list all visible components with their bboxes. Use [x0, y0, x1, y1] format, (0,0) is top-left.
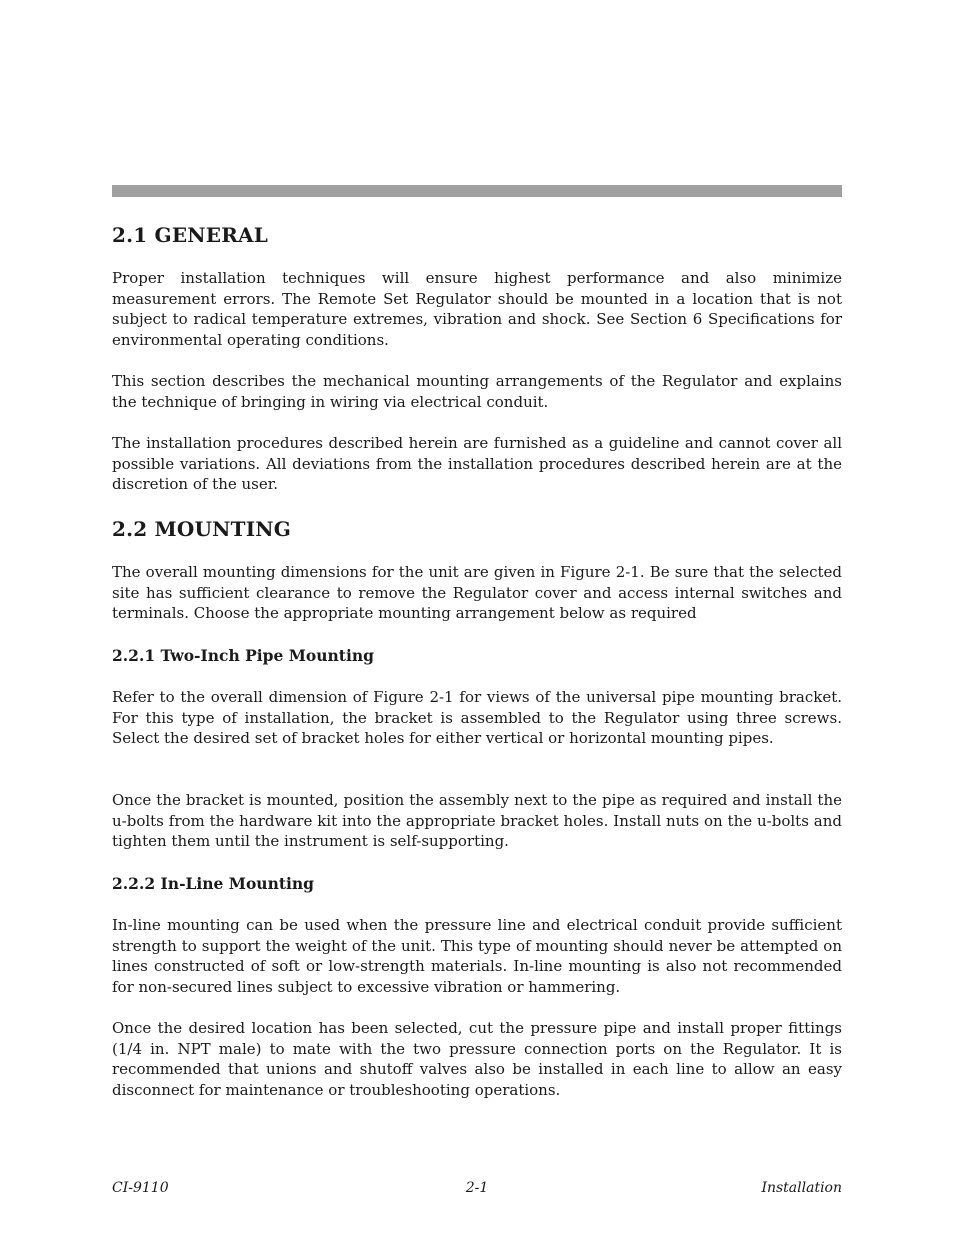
document-page — [112, 0, 842, 1235]
footer-page-number: 2-1 — [465, 1180, 489, 1196]
footer-document-id: CI-9110 — [112, 1180, 169, 1196]
paragraph: In-line mounting can be used when the pressure line and electrical conduit provide sufficient strength to support the weight of the unit. This type of mounting should never be attempted on lines constructed of soft or low-strength materials. In-line mounting is also not recommended for non-secured lines subject to excessive vibration or hammering. — [112, 916, 842, 996]
subsection-heading-pipe-mounting: 2.2.1 Two-Inch Pipe Mounting — [112, 646, 374, 665]
footer-chapter-title: Installation — [761, 1180, 842, 1196]
page-footer — [112, 1180, 842, 1200]
paragraph: This section describes the mechanical mounting arrangements of the Regulator and explains the technique of bringing in wiring via electrical conduit. — [112, 372, 842, 411]
paragraph: Refer to the overall dimension of Figure 2-1 for views of the universal pipe mounting bracket. For this type of installation, the bracket is assembled to the Regulator using three screws. Select the desired set of bracket holes for either vertical or horizontal mounting pipes. — [112, 688, 842, 748]
section-heading-mounting: 2.2 MOUNTING — [112, 517, 292, 541]
section-heading-general: 2.1 GENERAL — [112, 223, 269, 247]
paragraph: Once the desired location has been selected, cut the pressure pipe and install proper fittings (1/4 in. NPT male) to mate with the two pressure connection ports on the Regulator. It is recommended that unions and shutoff valves also be installed in each line to allow an easy disconnect for maintenance or troubleshooting operations. — [112, 1019, 842, 1099]
subsection-heading-inline-mounting: 2.2.2 In-Line Mounting — [112, 874, 314, 893]
paragraph: Proper installation techniques will ensure highest performance and also minimize measurement errors. The Remote Set Regulator should be mounted in a location that is not subject to radical temperature extremes, vibration and shock. See Section 6 Specifications for environmental operating conditions. — [112, 269, 842, 349]
paragraph: The installation procedures described herein are furnished as a guideline and cannot cover all possible variations. All deviations from the installation procedures described herein are at the discretion of the user. — [112, 434, 842, 494]
header-rule — [112, 185, 842, 197]
paragraph: Once the bracket is mounted, position the assembly next to the pipe as required and install the u-bolts from the hardware kit into the appropriate bracket holes. Install nuts on the u-bolts and tighten them until the instrument is self-supporting. — [112, 791, 842, 851]
paragraph: The overall mounting dimensions for the unit are given in Figure 2-1. Be sure that the selected site has sufficient clearance to remove the Regulator cover and access internal switches and terminals. Choose the appropriate mounting arrangement below as required — [112, 563, 842, 623]
